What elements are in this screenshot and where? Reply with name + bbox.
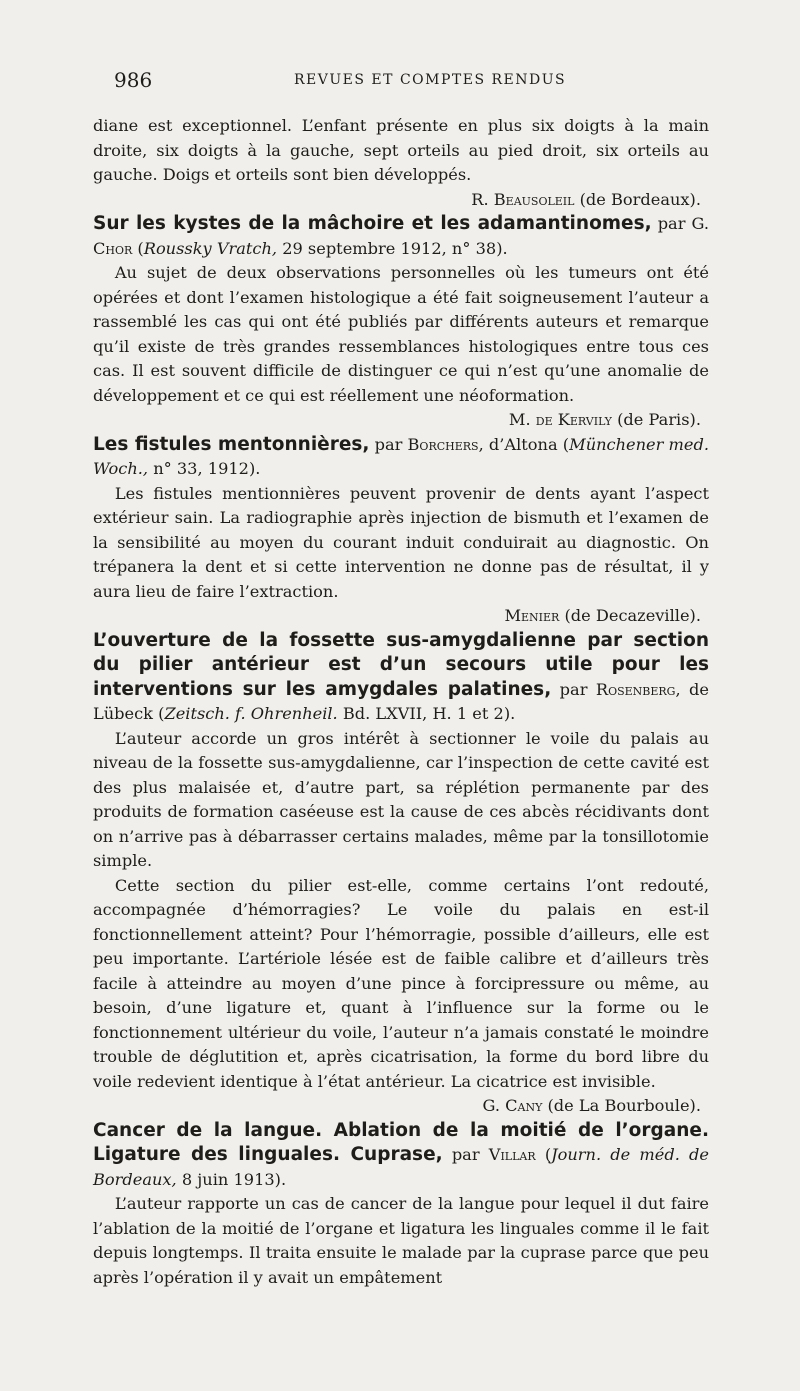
review-3-journal: Zeitsch. f. Ohrenheil. <box>164 704 338 723</box>
review-2-signature: Menier (de Decazeville). <box>504 606 701 625</box>
review-2-paragraph: Les fistules mentionnières peuvent provenir de dents ayant l’aspect extérieur sain. La radiographie après injection de bismuth et l’examen de la sensibilité au moyen du courant induit conduirait au diagnostic. On trépanera la dent et si cette intervention ne donne pas de résultat, il y aura lieu de faire l’extraction. <box>93 483 709 601</box>
review-1-signature: M. de Kervily (de Paris). <box>508 410 701 429</box>
article-body <box>93 114 709 1290</box>
review-4-heading: Cancer de la langue. Ablation de la moitié de l’organe. Ligature des linguales. Cuprase, par Villar (Journ. de méd. de Bordeaux, 8 juin 1913). <box>93 1119 709 1189</box>
review-1-author: Chor <box>93 238 133 258</box>
review-1-heading: Sur les kystes de la mâchoire et les adamantinomes, par G. Chor (Roussky Vratch, 29 septembre 1912, n° 38). <box>93 213 709 258</box>
review-3-signature: G. Cany (de La Bourboule). <box>482 1096 701 1115</box>
review-1-title: Sur les kystes de la mâchoire et les adamantinomes, <box>93 213 652 234</box>
review-1-paragraph: Au sujet de deux observations personnelles où les tumeurs ont été opérées et dont l’examen histologique a été fait soigneusement l’auteur a rassemblé les cas qui ont été publiés par différents auteurs et remarque qu’il existe de très grandes ressemblances histologiques entre tous ces cas. Il est souvent difficile de distinguer ce qui n’est qu’une anomalie de développement et ce qui est réellement une néoformation. <box>93 263 709 405</box>
review-2-author: Borchers <box>407 434 479 454</box>
review-4-author: Villar <box>488 1145 536 1164</box>
page-number: 986 <box>114 68 153 92</box>
review-2-title: Les fistules mentonnières, <box>93 433 370 455</box>
review-3-title: L’ouverture de la fossette sus-amygdalienne par section du pilier antérieur est d’un secours utile pour les interventions sur les amygdales palatines, <box>93 629 709 700</box>
review-2-journal: Münchener med. Woch., <box>93 434 709 478</box>
running-title: REVUES ET COMPTES RENDUS <box>294 72 567 88</box>
review-3-paragraph-2: Cette section du pilier est-elle, comme certains l’ont redouté, accompagnée d’hémorragies? Le voile du palais en est-il fonctionnellement atteint? Pour l’hémorragie, possible d’ailleurs, elle est peu importante. L’artériole lésée est de faible calibre et d’ailleurs très facile à atteindre au moyen d’une pince à forcipressure ou même, au besoin, d’une ligature et, quant à l’influence sur la forme ou le fonctionnement ultérieur du voile, l’auteur n’a jamais constaté le moindre trouble de déglutition et, après cicatrisation, la forme du bord libre du voile redevient identique à l’état antérieur. La cicatrice est invisible. <box>93 875 709 1091</box>
review-1-journal: Roussky Vratch, <box>143 238 278 258</box>
review-3-heading: L’ouverture de la fossette sus-amygdalienne par section du pilier antérieur est d’un secours utile pour les interventions sur les amygdales palatines, par Rosenberg, de Lübeck (Zeitsch. f. Ohrenheil. Bd. LXVII, H. 1 et 2). <box>93 629 710 723</box>
review-3-author: Rosenberg <box>595 679 676 699</box>
review-3-paragraph-1: L’auteur accorde un gros intérêt à sectionner le voile du palais au niveau de la fossette sus-amygdalienne, car l’inspection de cette cavité est des plus malaisée et, d’autre part, sa réplétion permanente par des produits de formation caséeuse est la cause de ces abcès récidivants dont on n’arrive pas à débarrasser certains malades, même par la tonsillotomie simple. <box>93 728 709 870</box>
review-4-title: Cancer de la langue. Ablation de la moitié de l’organe. Ligature des linguales. Cuprase, <box>93 1119 709 1165</box>
page-header <box>114 68 674 98</box>
review-2-heading: Les fistules mentonnières, par Borchers, d’Altona (Münchener med. Woch., n° 33, 1912). <box>93 433 709 478</box>
review-4-journal: Journ. de méd. de Bordeaux, <box>93 1145 709 1189</box>
intro-signature: R. Beausoleil (de Bordeaux). <box>471 189 701 209</box>
review-4-paragraph: L’auteur rapporte un cas de cancer de la langue pour lequel il dut faire l’ablation de la moitié de l’organe et ligatura les linguales comme il le fait depuis longtemps. Il traita ensuite le malade par la cuprase parce que peu après l’opération il y avait un empâtement <box>93 1194 709 1287</box>
intro-paragraph: diane est exceptionnel. L’enfant présente en plus six doigts à la main droite, six doigts à la gauche, sept orteils au pied droit, six orteils au gauche. Doigs et orteils sont bien développés. <box>93 116 709 184</box>
